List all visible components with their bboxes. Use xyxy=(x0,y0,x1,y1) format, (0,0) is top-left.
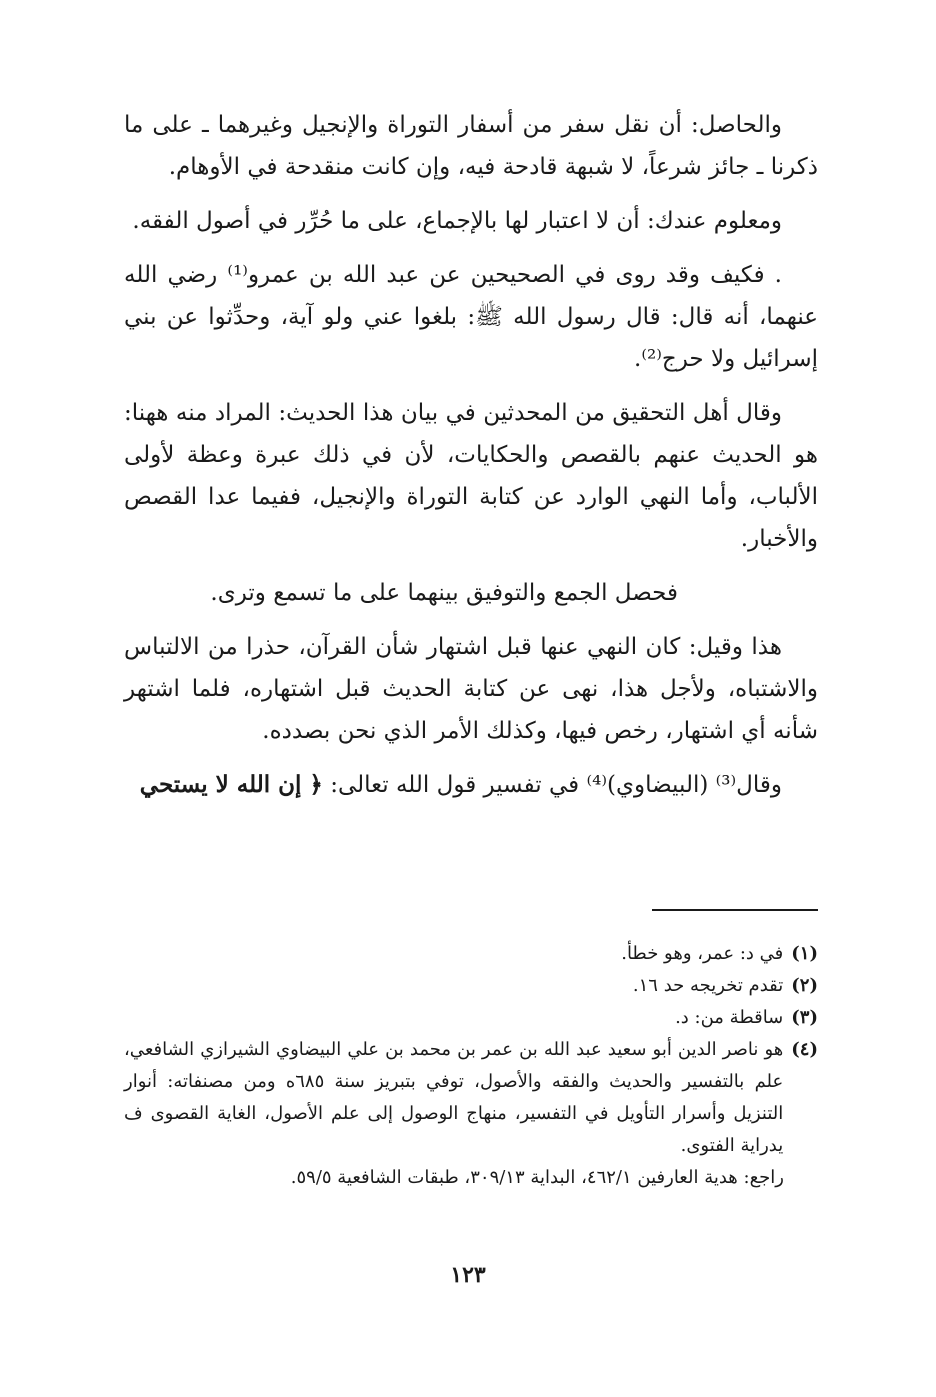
paragraph-hadith: . فكيف وقد روى في الصحيحين عن عبد الله بن عمرو⁽¹⁾ رضي الله عنهما، أنه قال: قال رسول الله ﷺ: بلغوا عني ولو آية، وحدِّثوا عن بني إسرائيل ولا حرج⁽²⁾. xyxy=(124,262,818,372)
main-text xyxy=(124,104,818,818)
paragraph-scholars: وقال أهل التحقيق من المحدثين في بيان هذا الحديث: المراد منه ههنا: هو الحديث عنهم بالقصص والحكايات، لأن في ذلك عبرة وعظة لأولى الألباب، وأما النهي الوارد عن كتابة التوراة والإنجيل، ففيما عدا القصص والأخبار. xyxy=(124,400,818,552)
footnote-text: ساقطة من: د. xyxy=(675,1007,784,1028)
footnote-text: في د: عمر، وهو خطأ. xyxy=(621,943,784,964)
footnote-number: (٤) xyxy=(791,1039,818,1060)
paragraph-baydawi xyxy=(124,764,818,806)
footnote-1 xyxy=(124,938,818,970)
baydawi-intro: وقال⁽³⁾ (البيضاوي)⁽⁴⁾ في تفسير قول الله تعالى: xyxy=(330,772,782,798)
footnote-divider xyxy=(652,909,818,911)
paragraph-consensus: ومعلوم عندك: أن لا اعتبار لها بالإجماع، على ما حُرِّر في أصول الفقه. xyxy=(132,208,782,234)
paragraph-conclusion: والحاصل: أن نقل سفر من أسفار التوراة والإنجيل وغيرهما ـ على ما ذكرنا ـ جائز شرعاً، لا شبهة قادحة فيه، وإن كانت منقدحة في الأوهام. xyxy=(124,112,818,180)
page-number: ١٢٣ xyxy=(450,1262,486,1288)
footnote-number: (٣) xyxy=(791,1007,818,1028)
footnote-number: (٢) xyxy=(791,975,818,996)
footnotes xyxy=(124,938,818,1194)
footnote-3 xyxy=(124,1002,818,1034)
footnote-text: هو ناصر الدين أبو سعيد عبد الله بن عمر بن محمد بن علي البيضاوي الشيرازي الشافعي، علم بالتفسير والحديث والفقه والأصول، توفي بتبريز سنة ٦٨٥ه ومن مصنفاته: أنوار التنزيل وأسرار التأويل في التفسير، منهاج الوصول إلى علم الأصول، الغاية القصوى ف يدراية الفتوى. xyxy=(124,1039,784,1156)
footnote-number: (١) xyxy=(791,943,818,964)
quran-quote: ﴿ إن الله لا يستحي xyxy=(139,771,323,798)
paragraph-reconciliation: فحصل الجمع والتوفيق بينهما على ما تسمع وترى. xyxy=(210,580,678,606)
footnote-4-references: راجع: هدية العارفين ٤٦٢/١، البداية ٣٠٩/١٣، طبقات الشافعية ٥٩/٥. xyxy=(290,1167,784,1188)
footnote-text: تقدم تخريجه حد ١٦. xyxy=(632,975,784,996)
footnote-4 xyxy=(124,1034,818,1162)
footnote-2 xyxy=(124,970,818,1002)
paragraph-alternative: هذا وقيل: كان النهي عنها قبل اشتهار شأن القرآن، حذرا من الالتباس والاشتباه، ولأجل هذا، نهى عن كتابة الحديث قبل اشتهاره، فلما اشتهر شأنه أي اشتهار، رخص فيها، وكذلك الأمر الذي نحن بصدده. xyxy=(124,634,818,744)
